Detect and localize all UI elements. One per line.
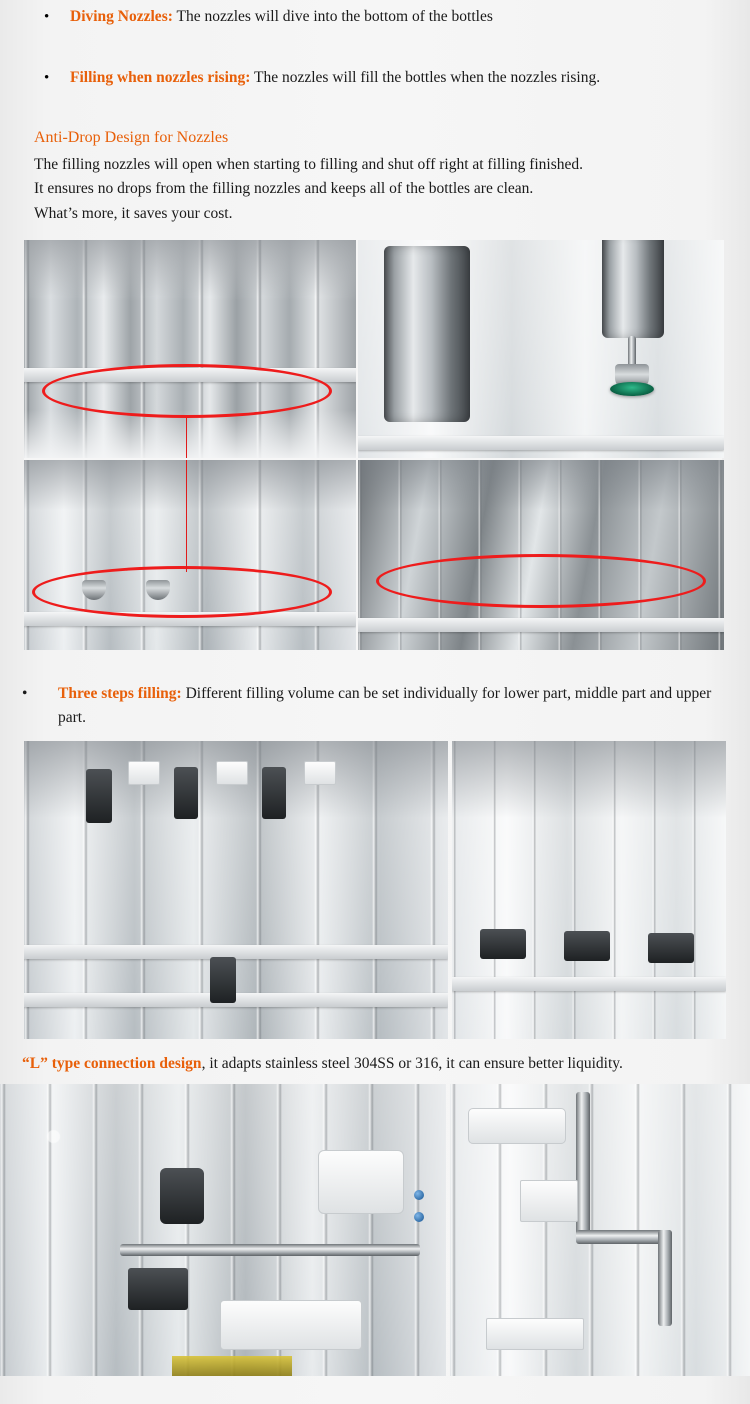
valve-block: [262, 767, 286, 819]
upper-shadow: [24, 460, 356, 509]
conveyor-rail: [24, 945, 448, 959]
bullet-item-filling-when-rising: [0, 28, 750, 89]
photo-surface: [24, 240, 356, 458]
bullet-label: Diving Nozzles:: [70, 8, 173, 25]
upper-shadow: [358, 460, 724, 509]
bullet-text: [70, 7, 726, 28]
vertical-pipe: [576, 1092, 590, 1242]
bullet-body: The nozzles will dive into the bottom of the bottles: [172, 8, 493, 25]
yellow-floor-marking: [172, 1356, 292, 1376]
mounting-bracket: [520, 1180, 578, 1222]
photo-surface: [452, 741, 726, 1039]
pneumatic-cylinder: [160, 1168, 204, 1224]
caption-highlight: “L” type connection design: [22, 1054, 202, 1072]
paragraph-line: What’s more, it saves your cost.: [34, 204, 233, 222]
photo-surface: [358, 240, 724, 458]
valve-block: [86, 769, 112, 823]
bottle-holder: [648, 933, 694, 963]
bottle-holder: [480, 929, 526, 959]
red-ellipse-annotation: [376, 554, 706, 608]
photo-nozzle-cylinder-and-tip: [358, 240, 724, 458]
bullet-text: [58, 682, 726, 729]
actuator-housing: [318, 1150, 404, 1214]
bottle-guide: [210, 957, 236, 1003]
pneumatic-actuator: [468, 1108, 566, 1144]
photo-l-type-elbow: [450, 1084, 750, 1376]
horizontal-pipe: [120, 1244, 420, 1256]
red-pointer-line: [186, 418, 187, 458]
conveyor-rail: [452, 977, 726, 991]
photo-surface: [0, 1084, 446, 1376]
l-type-connection-photo-grid: [0, 1084, 750, 1376]
bottle-holder: [564, 931, 610, 961]
sensor-box: [128, 761, 160, 785]
section-paragraph: [0, 147, 750, 226]
bullet-marker: •: [44, 69, 50, 86]
lower-bracket: [486, 1318, 584, 1350]
bullet-body: The nozzles will fill the bottles when the nozzles rising.: [250, 68, 601, 86]
bracket: [220, 1300, 362, 1350]
valve-block: [174, 767, 198, 819]
clamp-block: [128, 1268, 188, 1310]
elbow-down-pipe: [658, 1230, 672, 1326]
photo-surface: [24, 741, 448, 1039]
photo-surface: [450, 1084, 750, 1376]
photo-nozzle-bank-raised: [358, 460, 724, 650]
bullet-text: [70, 68, 726, 89]
paragraph-line: The filling nozzles will open when starting to filling and shut off right at filling finished.: [34, 155, 584, 173]
caption-l-type-connection: [0, 1039, 750, 1075]
photo-surface: [24, 460, 356, 650]
large-cylinder: [384, 246, 470, 422]
bullet-item-diving-nozzles: [0, 0, 750, 28]
nozzle-body: [602, 240, 664, 338]
photo-filling-nozzles-side: [452, 741, 726, 1039]
paragraph-line: It ensures no drops from the filling nozzles and keeps all of the bottles are clean.: [34, 180, 534, 198]
three-steps-filling-photo-grid: [24, 741, 726, 1039]
photo-nozzles-row-closeup: [24, 240, 356, 458]
bullet-label: Filling when nozzles rising:: [70, 68, 251, 86]
machine-shelf: [358, 436, 724, 450]
anti-drop-nozzle-photo-grid: [24, 240, 722, 650]
bullet-marker: •: [44, 9, 50, 25]
red-pointer-line: [186, 460, 187, 572]
upper-shadow: [24, 240, 356, 297]
bullet-marker: •: [22, 685, 28, 703]
upper-shadow: [452, 741, 726, 818]
green-seal-ring: [610, 382, 654, 396]
sensor-box: [216, 761, 248, 785]
bullet-body: Different filling volume can be set individually for lower part, middle part and upper part.: [58, 685, 712, 726]
photo-surface: [358, 460, 724, 650]
red-ellipse-annotation: [32, 566, 332, 618]
conveyor-rail: [24, 993, 448, 1007]
machine-shelf: [358, 618, 724, 632]
photo-nozzle-bank-lowered: [24, 460, 356, 650]
caption-body: , it adapts stainless steel 304SS or 316, it can ensure better liquidity.: [201, 1054, 623, 1072]
bullet-label: Three steps filling:: [58, 685, 182, 703]
photo-filling-station-wide: [24, 741, 448, 1039]
section-heading-anti-drop: Anti-Drop Design for Nozzles: [34, 128, 229, 146]
photo-l-type-manifold: [0, 1084, 446, 1376]
sensor-box: [304, 761, 336, 785]
bullet-item-three-steps-filling: [0, 650, 750, 729]
red-ellipse-annotation: [42, 364, 332, 418]
